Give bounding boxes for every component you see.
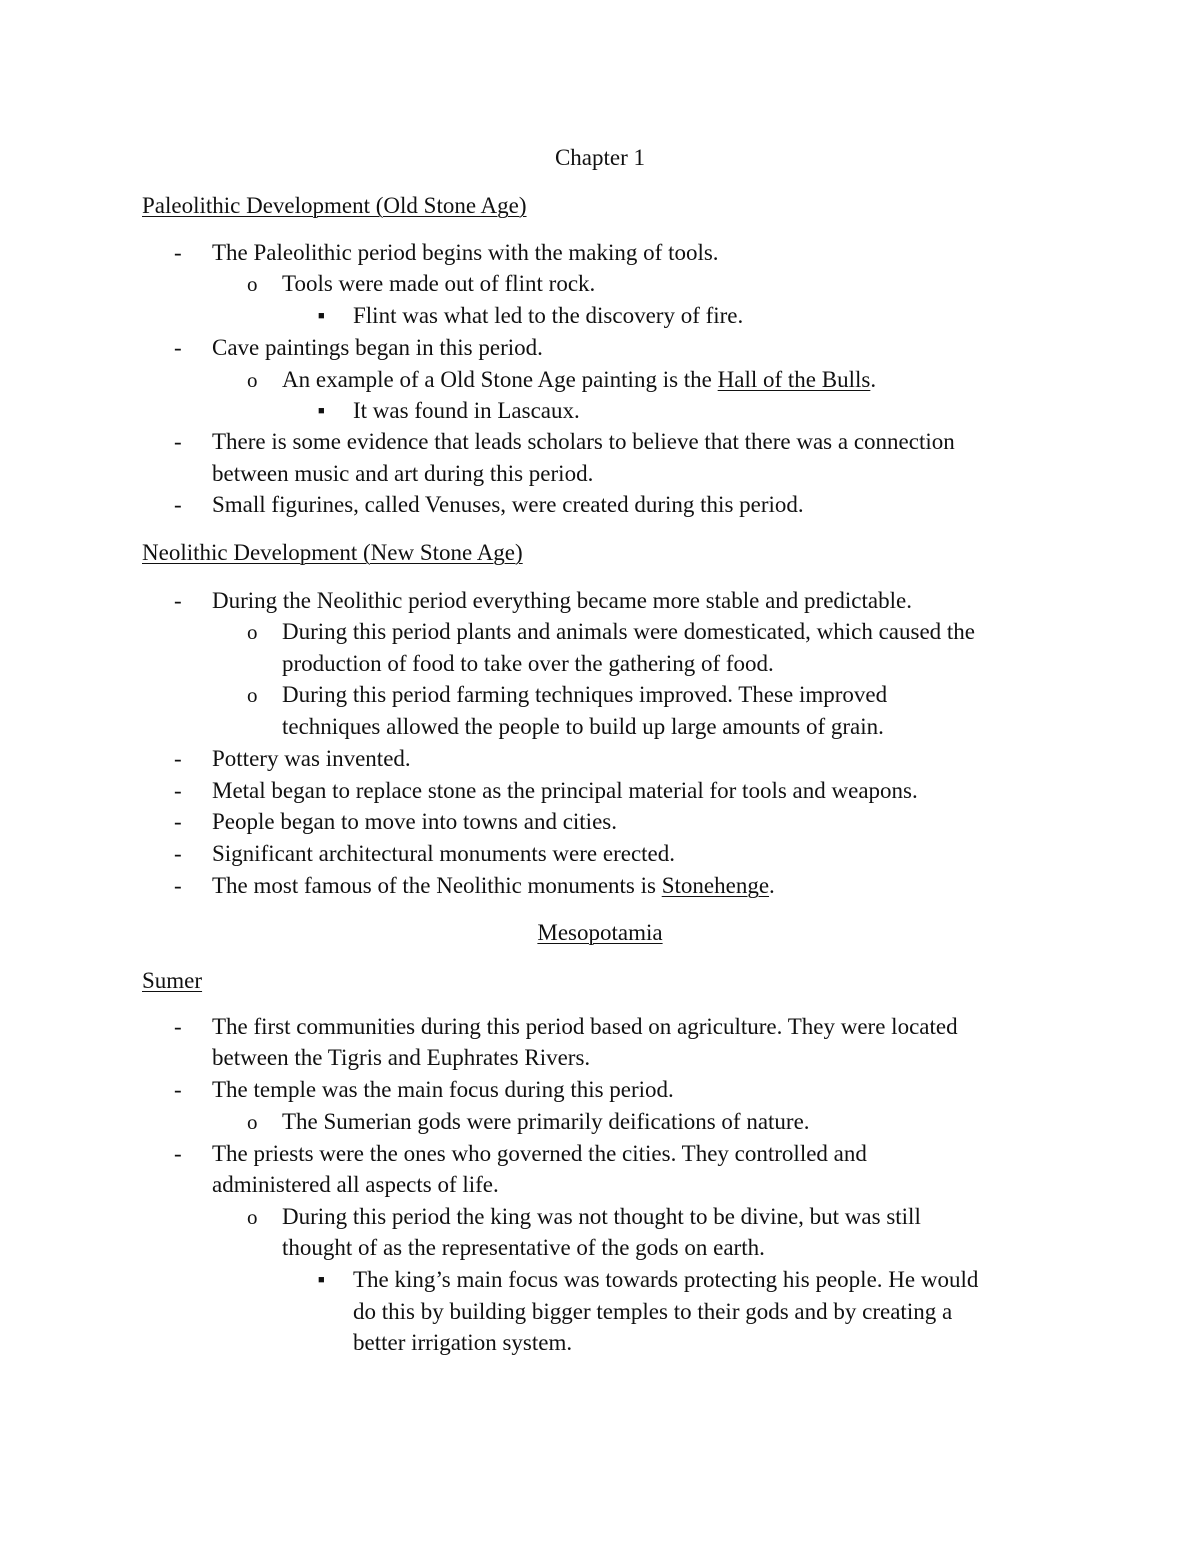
list-item — [212, 872, 775, 900]
list-item-text: . — [769, 873, 775, 898]
dash-bullet: - — [174, 1141, 182, 1166]
dash-bullet: - — [174, 1014, 182, 1039]
list-item-continuation: thought of as the representative of the gods on earth. — [282, 1235, 765, 1260]
list-item: The king’s main focus was towards protecting his people. He would — [353, 1267, 979, 1292]
dash-bullet: - — [174, 778, 182, 803]
dash-bullet: - — [174, 335, 182, 360]
circle-bullet: o — [247, 272, 258, 296]
list-item: During the Neolithic period everything became more stable and predictable. — [212, 588, 912, 613]
list-item: Pottery was invented. — [212, 746, 411, 771]
list-item: Flint was what led to the discovery of fire. — [353, 303, 744, 328]
list-item: It was found in Lascaux. — [353, 398, 580, 423]
list-item: The Sumerian gods were primarily deifications of nature. — [282, 1109, 810, 1134]
square-bullet: ■ — [318, 1274, 325, 1286]
list-item: During this period farming techniques improved. These improved — [282, 682, 888, 707]
list-item-text: . — [870, 367, 877, 392]
list-item: The temple was the main focus during this period. — [212, 1077, 674, 1102]
list-item: Small figurines, called Venuses, were created during this period. — [212, 492, 804, 517]
page-title: Chapter 1 — [554, 145, 646, 170]
dash-bullet: - — [174, 873, 182, 898]
dash-bullet: - — [174, 809, 182, 834]
section-heading-neolithic: Neolithic Development (New Stone Age) — [142, 540, 523, 565]
list-item: People began to move into towns and cities. — [212, 809, 617, 834]
list-item-continuation: techniques allowed the people to build up large amounts of grain. — [282, 714, 884, 739]
circle-bullet: o — [247, 368, 258, 392]
list-item: There is some evidence that leads scholars to believe that there was a connection — [212, 429, 955, 454]
list-item: The priests were the ones who governed the cities. They controlled and — [212, 1141, 867, 1166]
dash-bullet: - — [174, 240, 182, 265]
list-item: During this period plants and animals were domesticated, which caused the — [282, 619, 975, 644]
dash-bullet: - — [174, 588, 182, 613]
underlined-term-stonehenge: Stonehenge — [661, 873, 770, 898]
list-item-continuation: do this by building bigger temples to their gods and by creating a — [353, 1299, 953, 1324]
square-bullet: ■ — [318, 405, 325, 417]
list-item: Significant architectural monuments were erected. — [212, 841, 675, 866]
circle-bullet: o — [247, 1205, 258, 1229]
list-item — [282, 366, 876, 394]
list-item-continuation: better irrigation system. — [353, 1330, 573, 1355]
list-item-text: The most famous of the Neolithic monuments is — [212, 873, 662, 898]
section-heading-paleolithic: Paleolithic Development (Old Stone Age) — [142, 193, 527, 218]
list-item: The first communities during this period based on agriculture. They were located — [212, 1014, 958, 1039]
list-item-continuation: administered all aspects of life. — [212, 1172, 499, 1197]
list-item-continuation: production of food to take over the gathering of food. — [282, 651, 774, 676]
section-heading-mesopotamia — [0, 919, 1200, 947]
dash-bullet: - — [174, 1077, 182, 1102]
circle-bullet: o — [247, 1110, 258, 1134]
section-heading-sumer: Sumer — [142, 968, 203, 993]
dash-bullet: - — [174, 746, 182, 771]
circle-bullet: o — [247, 683, 258, 707]
list-item-continuation: between the Tigris and Euphrates Rivers. — [212, 1045, 591, 1070]
list-item: During this period the king was not thought to be divine, but was still — [282, 1204, 921, 1229]
list-item: Tools were made out of flint rock. — [282, 271, 596, 296]
list-item: Metal began to replace stone as the principal material for tools and weapons. — [212, 778, 918, 803]
list-item: Cave paintings began in this period. — [212, 335, 543, 360]
list-item: The Paleolithic period begins with the making of tools. — [212, 240, 719, 265]
dash-bullet: - — [174, 429, 182, 454]
section-heading-mesopotamia-text: Mesopotamia — [537, 920, 663, 945]
list-item-continuation: between music and art during this period. — [212, 461, 594, 486]
underlined-term-hall-of-the-bulls: Hall of the Bulls — [717, 367, 871, 392]
dash-bullet: - — [174, 841, 182, 866]
square-bullet: ■ — [318, 310, 325, 322]
dash-bullet: - — [174, 492, 182, 517]
list-item-text: An example of a Old Stone Age painting is the — [282, 367, 718, 392]
circle-bullet: o — [247, 620, 258, 644]
